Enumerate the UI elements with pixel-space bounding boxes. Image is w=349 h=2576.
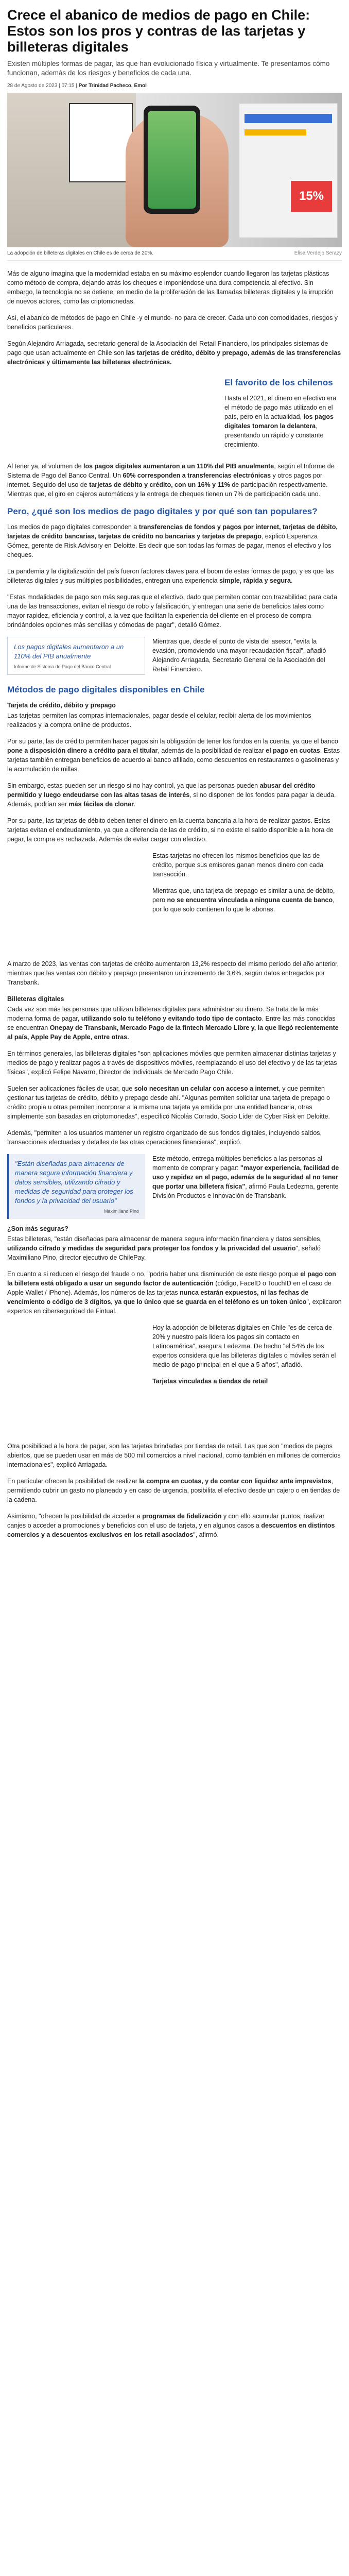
phone-screen	[148, 111, 196, 209]
paragraph: Al tener ya, el volumen de los pagos digitales aumentaron a un 110% del PIB anualmente, según el Informe de Sistema de Pago del Banco Central. Un 60% corresponden a transferencias electrónicas y otros pagos por internet. Seguido del uso de tarjetas de débito y crédito, con un 16% y 11% de participación respectivamente. Mientras que, el giro en cajeros automáticos y la entrega de cheques tienen un 7% de participación cada uno.	[7, 463, 335, 498]
paragraph: Cada vez son más las personas que utilizan billeteras digitales para administrar su dinero. Se trata de la más moderna forma de pagar, utilizando solo tu teléfono y evitando todo tipo de contacto. Entre las más conocidas se encuentran Onepay de Transbank, Mercado Pago de la fintech Mercado Libre y, la que llegó recientemente al país, Apple Pay de Apple, entre otras.	[7, 1006, 339, 1041]
article-date: 28 de Agosto de 2023 | 07:15	[7, 83, 75, 89]
subheading: Tarjetas vinculadas a tiendas de retail	[152, 1378, 268, 1385]
paragraph: La pandemia y la digitalización del país fueron factores claves para el boom de estas formas de pago, y es que las billeteras digitales y sus múltiples posibilidades, entregan una experiencia simple, rápida y segura.	[7, 568, 334, 584]
paragraph: Hoy la adopción de billeteras digitales en Chile "es de cerca de 20% y nuestro país lidera los pagos sin contacto en Latinoamérica", asegura Ledezma. De hecho "el 54% de los expertos considera que las billeteras digitales o móviles serán el medio de pago principal en el que a 5 años", añadió.	[152, 1324, 336, 1368]
paragraph: En cuanto a si reducen el riesgo del fraude o no, "podría haber una disminución de este riesgo porque el pago con la billetera está obligado a usar un segundo factor de autenticación (código, FaceID o TouchID en el caso de Apple Wallet / iPhone). Además, los números de las tarjetas nunca estarán expuestos, ni las fechas de vencimiento o código de 3 dígitos, ya que lo único que se guarda en el teléfono es un token único", explicaron expertos en ciberseguridad de Fintual.	[7, 1270, 342, 1315]
sidebar-favorite	[224, 374, 342, 456]
hero-image	[7, 93, 342, 247]
paragraph: Este método, entrega múltiples beneficios a las personas al momento de comprar y pagar: "mayor experiencia, facilidad de uso y rapidez en el pago, además de la seguridad al no tener que portar una billetera física", afirmó Paula Ledezma, gerente División Productos e Innovación de Transbank.	[152, 1155, 339, 1199]
inline-image-placeholder	[7, 1323, 145, 1436]
paragraph: Así, el abanico de métodos de pago en Chile -y el mundo- no para de crecer. Cada uno con comodidades, riesgos y beneficios particulares.	[7, 314, 338, 331]
paragraph: Más de alguno imagina que la modernidad estaba en su máximo esplendor cuando llegaron las tarjetas plásticas como método de compra, dejando atrás los cheques e imponiéndose una dura competencia al efectivo. Sin embargo, la tecnología no se detiene, en medio de la proliferación de las llamadas billeteras digitales y la irrupción de nuevos actores, como las criptomonedas.	[7, 270, 334, 305]
section-title: Métodos de pago digitales disponibles en Chile	[7, 685, 205, 694]
paragraph: Estas tarjetas no ofrecen los mismos beneficios que las de crédito, porque sus emisores ganan menos dinero con cada transacción.	[152, 852, 324, 878]
callout-box	[7, 637, 145, 675]
article-meta: 28 de Agosto de 2023 | 07:15 | Por Trinidad Pacheco, Emol	[7, 83, 147, 89]
subheading: Billeteras digitales	[7, 995, 64, 1003]
article-author: Por Trinidad Pacheco, Emol	[78, 83, 147, 89]
quote-source: Maximiliano Pino	[103, 1209, 139, 1214]
paragraph: Por su parte, las tarjetas de débito deben tener el dinero en la cuenta bancaria a la hora de realizar gastos. Estas tarjetas evitan el endeudamiento, ya que a diferencia de las de crédito, si no existe el saldo disponible a la hora de pagar, la compra es rechazada. Además de evitar cargar con efectivo.	[7, 817, 334, 843]
paragraph: Además, "permiten a los usuarios mantener un registro organizado de sus fondos digitales, incluyendo saldos, transacciones efectuadas y detalles de las otras operaciones financieras", explicó.	[7, 1129, 322, 1146]
poster-stripe-2	[245, 129, 306, 135]
section-title: Pero, ¿qué son los medios de pago digitales y por qué son tan populares?	[7, 506, 318, 516]
image-caption-row	[7, 247, 342, 261]
article-lead: Existen múltiples formas de pagar, las que han evolucionado física y virtualmente. Te presentamos cómo funcionan, además de los riesgos y beneficios de cada una.	[7, 60, 330, 77]
callout-text: Los pagos digitales aumentaron a un 110% del PIB anualmente	[14, 643, 124, 660]
article	[0, 7, 349, 1539]
callout-source: Informe de Sistema de Pago del Banco Central	[14, 664, 111, 669]
paragraph: Las tarjetas permiten las compras internacionales, pagar desde el celular, recibir alerta de los movimientos realizados y la compra online de productos.	[7, 712, 311, 728]
quote-box	[7, 1154, 145, 1219]
subheading: ¿Son más seguras?	[7, 1225, 68, 1232]
paragraph: Hasta el 2021, el dinero en efectivo era el método de pago más utilizado en el país, pero en la actualidad, los pagos digitales tomaron la delantera, presentando un rápido y constante crecimiento.	[224, 395, 337, 448]
paragraph: Mientras que, desde el punto de vista del asesor, "evita la evasión, promoviendo una mayor recaudación fiscal", añadió Alejandro Arriagada, Secretario General de la Asociación del Retail Financiero.	[152, 638, 326, 673]
subheading: Tarjeta de crédito, débito y prepago	[7, 702, 116, 709]
paragraph: A marzo de 2023, las ventas con tarjetas de crédito aumentaron 13,2% respecto del mismo período del año anterior, mientras que las ventas con débito y prepago presentaron un incremento de 3,6%, según datos entregados por Transbank.	[7, 960, 339, 986]
inline-image-placeholder	[7, 851, 145, 954]
paragraph: Otra posibilidad a la hora de pagar, son las tarjetas brindadas por tiendas de retail. Las que son "medios de pagos abiertos, que se pueden usar en más de 500 mil comercios a nivel nacional, como también en millones de comercios internacionales", explicó Arriagada.	[7, 1443, 341, 1468]
paragraph: Asimismo, "ofrecen la posibilidad de acceder a programas de fidelización y con ello acumular puntos, realizar canjes o acceder a promociones y beneficios con el uso de tarjeta, y en algunos casos a descuentos en distintos comercios y a descuentos exclusivos en los retail asociados", afirmó.	[7, 1513, 335, 1538]
paragraph: Suelen ser aplicaciones fáciles de usar, que solo necesitan un celular con acceso a internet, y que permiten gestionar tus tarjetas de crédito, débito y prepago desde ahí. "Algunas permiten solicitar una tarjeta de prepago o crédito propia u otras permiten incorporar a la misma una tarjeta ya emitida por una entidad bancaria, otras simplemente son basadas en criptomonedas", especificó Nicolás Corrado, Socio Líder de Cyber Risk en Deloitte.	[7, 1085, 330, 1120]
paragraph: Los medios de pago digitales corresponden a transferencias de fondos y pagos por internet, tarjetas de débito, tarjetas de crédito bancarias, tarjetas de crédito no bancarias y tarjetas de prepago, explicó Esperanza Gómez, gerente de Risk Advisory en Deloitte. Es decir que son todas las formas de pagar, menos el efectivo y los cheques.	[7, 523, 338, 558]
qr-code-icon	[69, 103, 133, 182]
paragraph: "Estas modalidades de pago son más seguras que el efectivo, dado que permiten contar con trazabilidad para cada una de las transacciones, evitan el riesgo de robo y falsificación, y entregan una serie de beneficios tales como mayor rapidez, eficiencia y control, a la vez que facilitan la experiencia del cliente en el proceso de compra brindándoles opciones más sencillas y cómodas de pagar", detalló Gómez.	[7, 594, 337, 629]
paragraph: Estas billeteras, "están diseñadas para almacenar de manera segura información financiera y datos sensibles, utilizando cifrado y medidas de seguridad para proteger los fondos y la privacidad del usuario", señaló Maximiliano Pino, director ejecutivo de ChilePay.	[7, 1235, 322, 1261]
paragraph: Sin embargo, estas pueden ser un riesgo si no hay control, ya que las personas pueden abusar del crédito permitido y luego endeudarse con las altas tasas de interés, si no disponen de los fondos para pagar la deuda. Además, podrían ser más fáciles de clonar.	[7, 782, 336, 808]
paragraph: En términos generales, las billeteras digitales "son aplicaciones móviles que permiten almacenar distintas tarjetas y medios de pago y realizar pagos a través de dispositivos móviles, reemplazando el uso del efectivo y de las tarjetas físicas", explicó Felipe Navarro, Director de Individuals de Mercado Pago Chile.	[7, 1050, 337, 1076]
section-title: El favorito de los chilenos	[224, 378, 333, 387]
poster-percent-badge: 15%	[291, 181, 332, 212]
promo-poster	[239, 103, 338, 238]
paragraph: Por su parte, las de crédito permiten hacer pagos sin la obligación de tener los fondos en la cuenta, ya que el banco pone a disposición dinero a crédito para el titular, además de la posibilidad de realizar el pago en cuotas. Estas tarjetas también entregan beneficios de acuerdo al banco afiliado, como descuentos en restaurantes o gasolineras y la acumulación de millas.	[7, 738, 340, 773]
paragraph: Según Alejandro Arriagada, secretario general de la Asociación del Retail Financiero, los principales sistemas de pago que usan actualmente en Chile son las tarjetas de crédito, débito y prepago, además de las transferencias electrónicas y últimamente las billeteras electrónicas.	[7, 340, 341, 366]
poster-stripe	[245, 114, 332, 123]
quote-text: "Están diseñadas para almacenar de manera segura información financiera y datos sensibles, utilizando cifrado y medidas de seguridad para proteger los fondos y la privacidad del usuario"	[15, 1160, 133, 1205]
image-caption: La adopción de billeteras digitales en Chile es de cerca de 20%.	[7, 250, 154, 256]
article-title: Crece el abanico de medios de pago en Chile: Estos son los pros y contras de las tarjetas y billeteras digitales	[7, 7, 310, 55]
image-credit: Elisa Verdejo Serazy	[294, 250, 342, 256]
paragraph: En particular ofrecen la posibilidad de realizar la compra en cuotas, y de contar con liquidez ante imprevistos, permitiendo cubrir un gasto no planeado y en caso de urgencia, posibilita el efectivo desde un cajero o en tiendas de la cadena.	[7, 1478, 340, 1503]
paragraph: Mientras que, una tarjeta de prepago es similar a una de débito, pero no se encuentra vinculada a ninguna cuenta de banco, por lo que solo contienen lo que le abonas.	[152, 887, 335, 913]
